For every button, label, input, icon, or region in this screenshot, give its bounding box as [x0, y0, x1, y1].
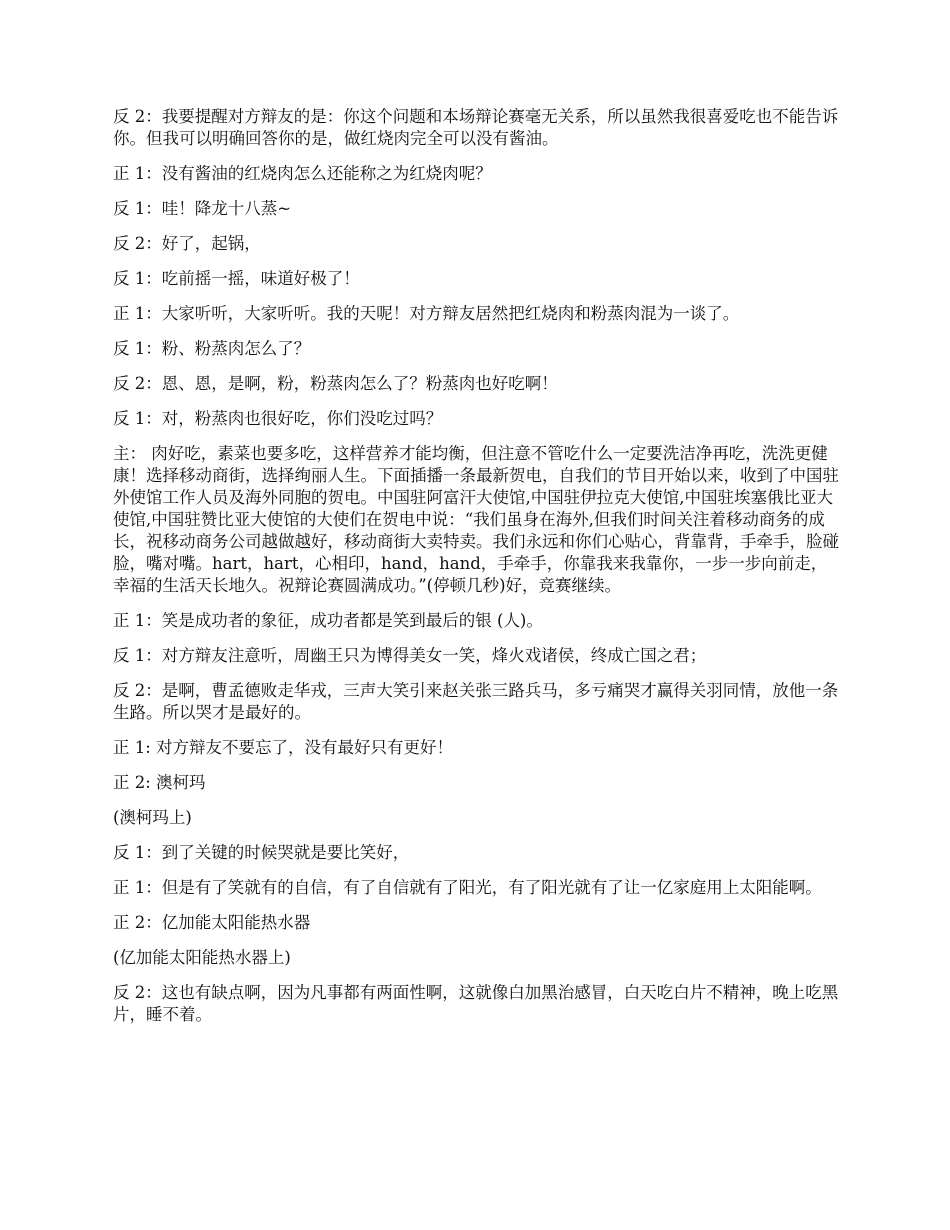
- paragraph: 正 2：亿加能太阳能热水器: [113, 913, 311, 932]
- paragraph: 正 1: 对方辩友不要忘了，没有最好只有更好！: [113, 738, 454, 757]
- paragraph: 反 1：到了关键的时候哭就是要比笑好，: [113, 843, 410, 862]
- paragraph: 正 1：但是有了笑就有的自信，有了自信就有了阳光，有了阳光就有了让一亿家庭用上太阳能啊。: [113, 878, 822, 897]
- paragraph: 反 1：对，粉蒸肉也很好吃，你们没吃过吗？: [113, 409, 443, 428]
- paragraph: 反 1：对方辩友注意听，周幽王只为博得美女一笑，烽火戏诸侯，终成亡国之君；: [113, 646, 707, 665]
- paragraph: 反 2：是啊，曹孟德败走华戎，三声大笑引来赵关张三路兵马，多亏痛哭才赢得关羽同情，放他一条生路。所以哭才是最好的。: [113, 681, 839, 722]
- paragraph: 正 1：没有酱油的红烧肉怎么还能称之为红烧肉呢？: [113, 164, 492, 183]
- paragraph: (澳柯玛上): [113, 808, 192, 827]
- paragraph: 正 2: 澳柯玛: [113, 773, 206, 792]
- paragraph: 反 1：粉、粉蒸肉怎么了？: [113, 339, 311, 358]
- paragraph: 主： 肉好吃，素菜也要多吃，这样营养才能均衡，但注意不管吃什么一定要洗洁净再吃，洗洗更健康！选择移动商街，选择绚丽人生。下面插播一条最新贺电，自我们的节目开始以来，收到了中国驻外使馆工作人员及海外同胞的贺电。中国驻阿富汗大使馆,中国驻伊拉克大使馆,中国驻埃塞俄比亚大使馆,中国驻赞比亚大使馆的大使们在贺电中说：“我们虽身在海外,但我们时间关注着移动商务的成长，祝移动商务公司越做越好，移动商街大卖特卖。我们永远和你们心贴心，背靠背，手牵手，脸碰脸，嘴对嘴。hart，hart，心相印，hand，hand，手牵手，你靠我来我靠你，一步一步向前走，幸福的生活天长地久。祝辩论赛圆满成功。”(停顿几秒)好，竞赛继续。: [113, 444, 839, 595]
- paragraph: 反 1：哇！降龙十八蒸~: [113, 199, 292, 218]
- paragraph: 反 2：好了，起锅，: [113, 234, 261, 253]
- paragraph: 正 1：笑是成功者的象征，成功者都是笑到最后的银 (人)。: [113, 611, 543, 630]
- paragraph: 正 1：大家听听，大家听听。我的天呢！对方辩友居然把红烧肉和粉蒸肉混为一谈了。: [113, 304, 740, 323]
- paragraph: (亿加能太阳能热水器上): [113, 948, 291, 967]
- document-page: [113, 106, 843, 1039]
- paragraph: 反 2：恩、恩，是啊，粉，粉蒸肉怎么了？粉蒸肉也好吃啊！: [113, 374, 558, 393]
- paragraph: 反 1：吃前摇一摇，味道好极了！: [113, 269, 360, 288]
- paragraph: 反 2：我要提醒对方辩友的是：你这个问题和本场辩论赛毫无关系，所以虽然我很喜爱吃也不能告诉你。但我可以明确回答你的是，做红烧肉完全可以没有酱油。: [113, 107, 839, 148]
- paragraph: 反 2：这也有缺点啊，因为凡事都有两面性啊，这就像白加黑治感冒，白天吃白片不精神，晚上吃黑片，睡不着。: [113, 983, 839, 1024]
